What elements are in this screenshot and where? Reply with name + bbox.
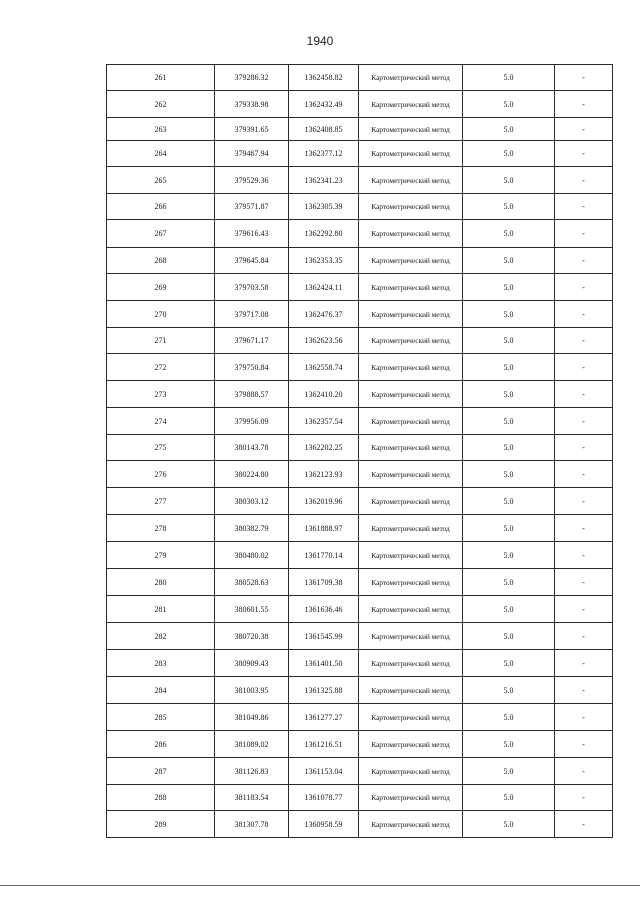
table-row — [107, 596, 613, 623]
precision-cell: 5.0 — [463, 328, 555, 354]
point-number-cell: 262 — [107, 91, 215, 118]
point-number-cell: 280 — [107, 569, 215, 596]
table-row — [107, 167, 613, 194]
point-number-cell: 263 — [107, 118, 215, 141]
method-cell: Картометрический метод — [359, 301, 463, 328]
method-cell: Картометрический метод — [359, 488, 463, 515]
note-cell: - — [555, 220, 613, 248]
y-coordinate-cell: 1361709.38 — [289, 569, 359, 596]
table-row — [107, 91, 613, 118]
y-coordinate-cell: 1361078.77 — [289, 785, 359, 811]
precision-cell: 5.0 — [463, 301, 555, 328]
x-coordinate-cell: 379391.65 — [215, 118, 289, 141]
x-coordinate-cell: 379671.17 — [215, 328, 289, 354]
precision-cell: 5.0 — [463, 408, 555, 435]
y-coordinate-cell: 1361401.50 — [289, 650, 359, 677]
method-cell: Картометрический метод — [359, 248, 463, 274]
coordinates-table — [106, 64, 613, 838]
point-number-cell: 279 — [107, 542, 215, 569]
note-cell: - — [555, 785, 613, 811]
method-cell: Картометрический метод — [359, 461, 463, 488]
page-number: 1940 — [306, 34, 334, 48]
note-cell: - — [555, 381, 613, 408]
table-row — [107, 328, 613, 354]
point-number-cell: 271 — [107, 328, 215, 354]
table-row — [107, 354, 613, 381]
precision-cell: 5.0 — [463, 167, 555, 194]
table-row — [107, 408, 613, 435]
point-number-cell: 269 — [107, 274, 215, 301]
method-cell: Картометрический метод — [359, 328, 463, 354]
point-number-cell: 277 — [107, 488, 215, 515]
x-coordinate-cell: 379750.84 — [215, 354, 289, 381]
precision-cell: 5.0 — [463, 758, 555, 785]
precision-cell: 5.0 — [463, 65, 555, 91]
point-number-cell: 287 — [107, 758, 215, 785]
y-coordinate-cell: 1362408.85 — [289, 118, 359, 141]
x-coordinate-cell: 380480.02 — [215, 542, 289, 569]
point-number-cell: 289 — [107, 811, 215, 838]
method-cell: Картометрический метод — [359, 758, 463, 785]
note-cell: - — [555, 488, 613, 515]
y-coordinate-cell: 1362558.74 — [289, 354, 359, 381]
x-coordinate-cell: 379338.98 — [215, 91, 289, 118]
method-cell: Картометрический метод — [359, 354, 463, 381]
note-cell: - — [555, 301, 613, 328]
note-cell: - — [555, 354, 613, 381]
point-number-cell: 283 — [107, 650, 215, 677]
table-row — [107, 758, 613, 785]
precision-cell: 5.0 — [463, 596, 555, 623]
precision-cell: 5.0 — [463, 354, 555, 381]
method-cell: Картометрический метод — [359, 515, 463, 542]
point-number-cell: 261 — [107, 65, 215, 91]
point-number-cell: 284 — [107, 677, 215, 704]
x-coordinate-cell: 380528.63 — [215, 569, 289, 596]
precision-cell: 5.0 — [463, 488, 555, 515]
method-cell: Картометрический метод — [359, 274, 463, 301]
y-coordinate-cell: 1362458.82 — [289, 65, 359, 91]
note-cell: - — [555, 91, 613, 118]
x-coordinate-cell: 381126.83 — [215, 758, 289, 785]
method-cell: Картометрический метод — [359, 785, 463, 811]
point-number-cell: 266 — [107, 194, 215, 220]
point-number-cell: 281 — [107, 596, 215, 623]
note-cell: - — [555, 758, 613, 785]
table-row — [107, 118, 613, 141]
method-cell: Картометрический метод — [359, 435, 463, 461]
method-cell: Картометрический метод — [359, 220, 463, 248]
y-coordinate-cell: 1362410.20 — [289, 381, 359, 408]
y-coordinate-cell: 1361770.14 — [289, 542, 359, 569]
x-coordinate-cell: 379717.08 — [215, 301, 289, 328]
precision-cell: 5.0 — [463, 91, 555, 118]
note-cell: - — [555, 141, 613, 167]
table-row — [107, 461, 613, 488]
y-coordinate-cell: 1361888.97 — [289, 515, 359, 542]
table-row — [107, 381, 613, 408]
table-row — [107, 785, 613, 811]
method-cell: Картометрический метод — [359, 118, 463, 141]
y-coordinate-cell: 1360958.59 — [289, 811, 359, 838]
y-coordinate-cell: 1362202.25 — [289, 435, 359, 461]
method-cell: Картометрический метод — [359, 542, 463, 569]
y-coordinate-cell: 1362623.56 — [289, 328, 359, 354]
y-coordinate-cell: 1362476.37 — [289, 301, 359, 328]
note-cell: - — [555, 194, 613, 220]
note-cell: - — [555, 650, 613, 677]
precision-cell: 5.0 — [463, 194, 555, 220]
point-number-cell: 275 — [107, 435, 215, 461]
table-row — [107, 542, 613, 569]
point-number-cell: 278 — [107, 515, 215, 542]
precision-cell: 5.0 — [463, 569, 555, 596]
footer-rule — [0, 885, 640, 886]
precision-cell: 5.0 — [463, 704, 555, 731]
method-cell: Картометрический метод — [359, 704, 463, 731]
table-row — [107, 435, 613, 461]
table-row — [107, 704, 613, 731]
x-coordinate-cell: 381089.02 — [215, 731, 289, 758]
table-row — [107, 274, 613, 301]
x-coordinate-cell: 379286.32 — [215, 65, 289, 91]
method-cell: Картометрический метод — [359, 596, 463, 623]
note-cell: - — [555, 677, 613, 704]
x-coordinate-cell: 380382.79 — [215, 515, 289, 542]
method-cell: Картометрический метод — [359, 167, 463, 194]
point-number-cell: 267 — [107, 220, 215, 248]
precision-cell: 5.0 — [463, 381, 555, 408]
table-row — [107, 194, 613, 220]
method-cell: Картометрический метод — [359, 381, 463, 408]
x-coordinate-cell: 381049.86 — [215, 704, 289, 731]
note-cell: - — [555, 167, 613, 194]
x-coordinate-cell: 380601.55 — [215, 596, 289, 623]
x-coordinate-cell: 379571.87 — [215, 194, 289, 220]
note-cell: - — [555, 408, 613, 435]
method-cell: Картометрический метод — [359, 194, 463, 220]
method-cell: Картометрический метод — [359, 623, 463, 650]
note-cell: - — [555, 569, 613, 596]
method-cell: Картометрический метод — [359, 141, 463, 167]
x-coordinate-cell: 379888.57 — [215, 381, 289, 408]
y-coordinate-cell: 1362357.54 — [289, 408, 359, 435]
point-number-cell: 264 — [107, 141, 215, 167]
note-cell: - — [555, 435, 613, 461]
precision-cell: 5.0 — [463, 274, 555, 301]
point-number-cell: 268 — [107, 248, 215, 274]
y-coordinate-cell: 1362123.93 — [289, 461, 359, 488]
x-coordinate-cell: 379645.84 — [215, 248, 289, 274]
note-cell: - — [555, 704, 613, 731]
point-number-cell: 286 — [107, 731, 215, 758]
x-coordinate-cell: 380909.43 — [215, 650, 289, 677]
precision-cell: 5.0 — [463, 435, 555, 461]
precision-cell: 5.0 — [463, 677, 555, 704]
precision-cell: 5.0 — [463, 220, 555, 248]
x-coordinate-cell: 379529.36 — [215, 167, 289, 194]
x-coordinate-cell: 379703.58 — [215, 274, 289, 301]
table-row — [107, 569, 613, 596]
note-cell: - — [555, 731, 613, 758]
note-cell: - — [555, 248, 613, 274]
table-row — [107, 623, 613, 650]
y-coordinate-cell: 1362432.49 — [289, 91, 359, 118]
precision-cell: 5.0 — [463, 731, 555, 758]
method-cell: Картометрический метод — [359, 731, 463, 758]
note-cell: - — [555, 118, 613, 141]
y-coordinate-cell: 1362377.12 — [289, 141, 359, 167]
note-cell: - — [555, 542, 613, 569]
x-coordinate-cell: 381307.78 — [215, 811, 289, 838]
x-coordinate-cell: 381003.95 — [215, 677, 289, 704]
point-number-cell: 270 — [107, 301, 215, 328]
y-coordinate-cell: 1361325.88 — [289, 677, 359, 704]
table-row — [107, 248, 613, 274]
method-cell: Картометрический метод — [359, 650, 463, 677]
x-coordinate-cell: 380303.12 — [215, 488, 289, 515]
x-coordinate-cell: 380143.78 — [215, 435, 289, 461]
precision-cell: 5.0 — [463, 650, 555, 677]
y-coordinate-cell: 1361545.99 — [289, 623, 359, 650]
y-coordinate-cell: 1361636.46 — [289, 596, 359, 623]
point-number-cell: 265 — [107, 167, 215, 194]
note-cell: - — [555, 623, 613, 650]
note-cell: - — [555, 461, 613, 488]
precision-cell: 5.0 — [463, 542, 555, 569]
point-number-cell: 276 — [107, 461, 215, 488]
x-coordinate-cell: 380720.38 — [215, 623, 289, 650]
x-coordinate-cell: 380224.80 — [215, 461, 289, 488]
precision-cell: 5.0 — [463, 141, 555, 167]
note-cell: - — [555, 274, 613, 301]
x-coordinate-cell: 381183.54 — [215, 785, 289, 811]
precision-cell: 5.0 — [463, 623, 555, 650]
point-number-cell: 274 — [107, 408, 215, 435]
method-cell: Картометрический метод — [359, 91, 463, 118]
method-cell: Картометрический метод — [359, 569, 463, 596]
method-cell: Картометрический метод — [359, 408, 463, 435]
table-row — [107, 220, 613, 248]
table-row — [107, 301, 613, 328]
y-coordinate-cell: 1361216.51 — [289, 731, 359, 758]
note-cell: - — [555, 596, 613, 623]
point-number-cell: 273 — [107, 381, 215, 408]
table-row — [107, 650, 613, 677]
x-coordinate-cell: 379467.94 — [215, 141, 289, 167]
precision-cell: 5.0 — [463, 118, 555, 141]
note-cell: - — [555, 811, 613, 838]
y-coordinate-cell: 1362353.35 — [289, 248, 359, 274]
coordinates-table-body — [107, 65, 613, 838]
precision-cell: 5.0 — [463, 515, 555, 542]
y-coordinate-cell: 1362341.23 — [289, 167, 359, 194]
y-coordinate-cell: 1361277.27 — [289, 704, 359, 731]
y-coordinate-cell: 1362305.39 — [289, 194, 359, 220]
note-cell: - — [555, 328, 613, 354]
method-cell: Картометрический метод — [359, 677, 463, 704]
x-coordinate-cell: 379616.43 — [215, 220, 289, 248]
table-row — [107, 731, 613, 758]
precision-cell: 5.0 — [463, 785, 555, 811]
precision-cell: 5.0 — [463, 811, 555, 838]
point-number-cell: 288 — [107, 785, 215, 811]
point-number-cell: 285 — [107, 704, 215, 731]
point-number-cell: 272 — [107, 354, 215, 381]
y-coordinate-cell: 1362424.11 — [289, 274, 359, 301]
note-cell: - — [555, 65, 613, 91]
point-number-cell: 282 — [107, 623, 215, 650]
method-cell: Картометрический метод — [359, 65, 463, 91]
table-row — [107, 488, 613, 515]
y-coordinate-cell: 1362292.80 — [289, 220, 359, 248]
precision-cell: 5.0 — [463, 461, 555, 488]
x-coordinate-cell: 379956.09 — [215, 408, 289, 435]
table-row — [107, 141, 613, 167]
table-row — [107, 515, 613, 542]
y-coordinate-cell: 1362019.96 — [289, 488, 359, 515]
precision-cell: 5.0 — [463, 248, 555, 274]
method-cell: Картометрический метод — [359, 811, 463, 838]
note-cell: - — [555, 515, 613, 542]
table-row — [107, 811, 613, 838]
y-coordinate-cell: 1361153.04 — [289, 758, 359, 785]
table-row — [107, 677, 613, 704]
table-row — [107, 65, 613, 91]
